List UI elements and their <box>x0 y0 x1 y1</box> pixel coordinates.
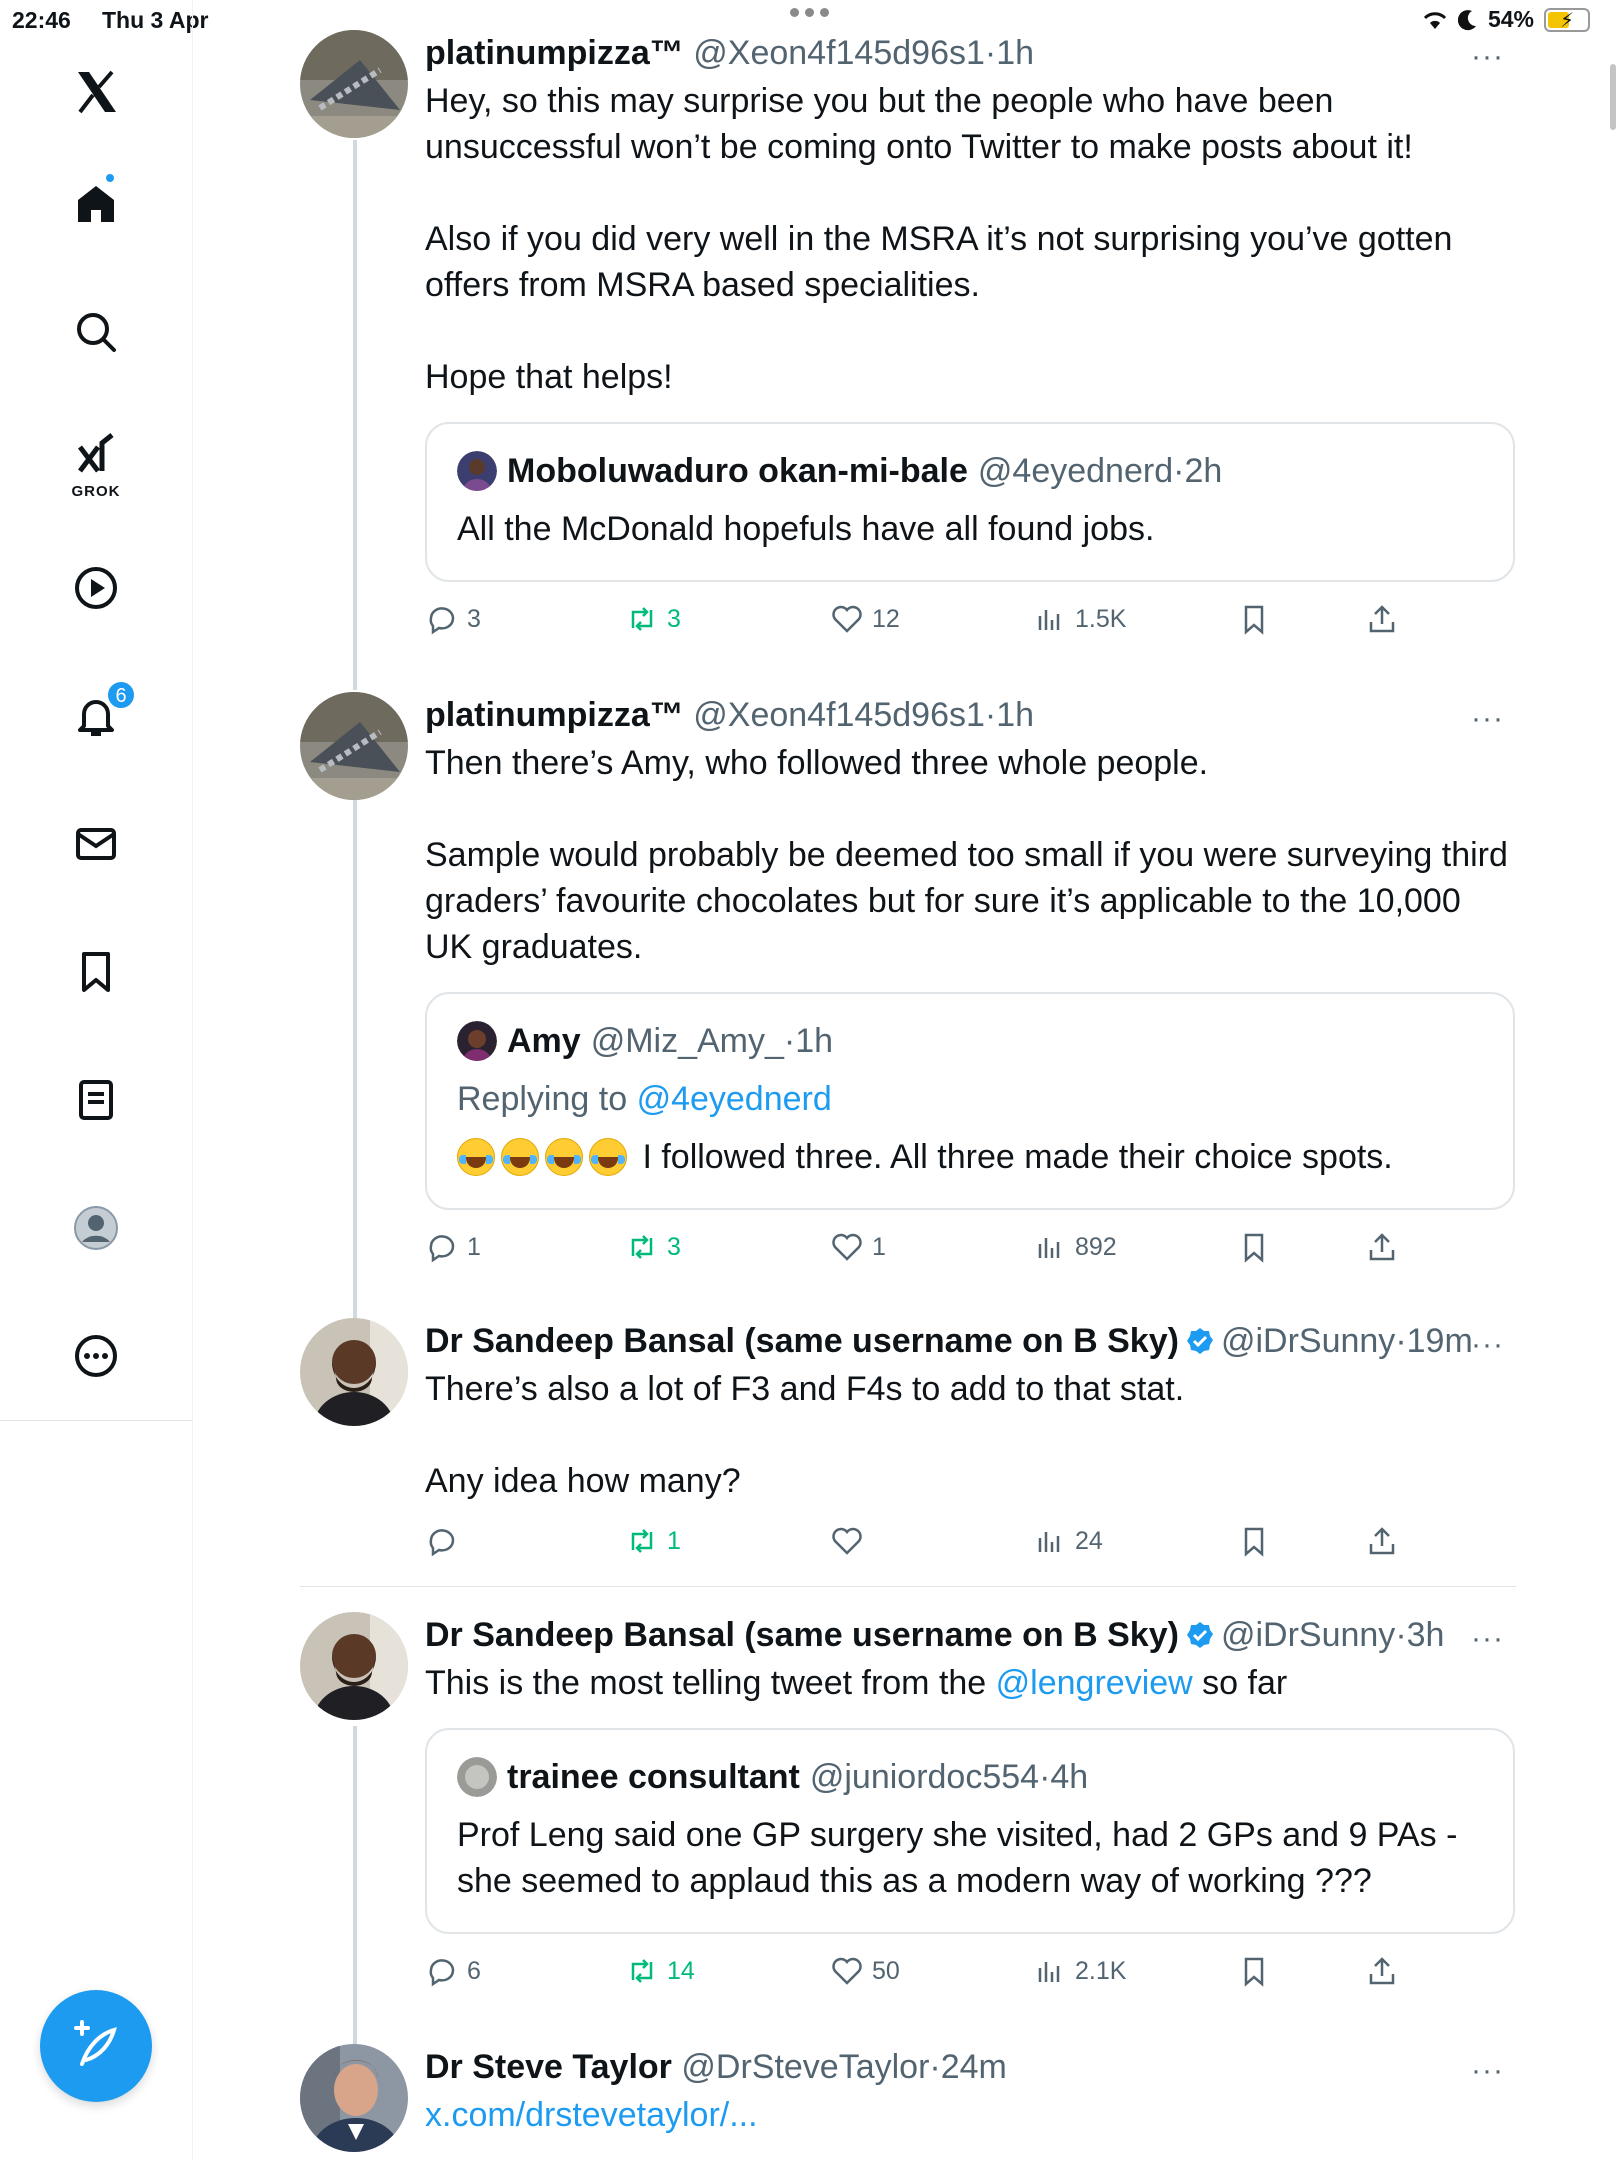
avatar[interactable] <box>300 692 408 800</box>
quoted-author-name: Amy <box>507 1022 581 1060</box>
mention-link[interactable]: @lengreview <box>995 1664 1193 1702</box>
share-button[interactable] <box>1365 1524 1399 1558</box>
repost-count: 14 <box>667 1956 695 1985</box>
post-text-part: so far <box>1202 1664 1288 1702</box>
lists-icon[interactable] <box>60 1064 132 1136</box>
post-time[interactable]: 24m <box>940 2048 1007 2086</box>
thread-line <box>353 800 357 1320</box>
quoted-author-name: Moboluwaduro okan-mi-bale <box>507 452 968 490</box>
multitasking-dots-icon[interactable] <box>790 8 829 17</box>
share-icon <box>1365 1230 1399 1264</box>
post-time[interactable]: 3h <box>1406 1616 1445 1654</box>
post-header <box>425 692 1515 738</box>
like-count: 50 <box>872 1956 900 1985</box>
separator: · <box>984 696 997 734</box>
post-actions <box>425 602 1515 652</box>
separator: · <box>1173 452 1185 490</box>
quoted-text: All the McDonald hopefuls have all found jobs. <box>457 510 1155 548</box>
quoted-text <box>457 1134 1483 1180</box>
author-handle[interactable]: @iDrSunny <box>1220 1616 1396 1654</box>
post-text-part: This is the most telling tweet from the <box>425 1664 987 1702</box>
replying-mention-link[interactable]: @4eyednerd <box>636 1080 832 1118</box>
share-icon <box>1365 1954 1399 1988</box>
post-divider <box>300 1586 1516 1587</box>
post-text <box>425 2092 1515 2138</box>
post-time[interactable]: 1h <box>996 34 1035 72</box>
post-header <box>425 1318 1515 1364</box>
reply-icon <box>425 602 459 636</box>
battery-icon: ⚡ <box>1544 8 1590 32</box>
repost-button[interactable] <box>625 1230 681 1264</box>
post-text <box>425 1366 1515 1504</box>
video-play-icon[interactable] <box>60 552 132 624</box>
post-time[interactable]: 1h <box>996 696 1035 734</box>
reply-button[interactable] <box>425 1954 481 1988</box>
x-logo-icon[interactable] <box>60 56 132 128</box>
heart-icon <box>830 602 864 636</box>
heart-icon <box>830 1230 864 1264</box>
post-paragraph: Any idea how many? <box>425 1462 741 1500</box>
post-paragraph: Then there’s Amy, who followed three whole people. <box>425 744 1209 782</box>
laughing-emoji-icon <box>457 1138 495 1176</box>
post-paragraph: There’s also a lot of F3 and F4s to add to that stat. <box>425 1370 1185 1408</box>
separator: · <box>984 34 997 72</box>
compose-feather-icon <box>68 2018 124 2074</box>
views-chart-icon <box>1033 1954 1067 1988</box>
repost-count: 1 <box>667 1526 681 1555</box>
post-paragraph: Also if you did very well in the MSRA it’s not surprising you’ve gotten offers from MSRA based specialities. <box>425 220 1453 304</box>
quoted-time: 4h <box>1050 1758 1089 1796</box>
view-count: 2.1K <box>1075 1956 1127 1985</box>
share-button[interactable] <box>1365 1954 1399 1988</box>
messages-mail-icon[interactable] <box>60 808 132 880</box>
notifications-bell-icon[interactable] <box>60 680 132 752</box>
author-name[interactable]: platinumpizza™ <box>425 34 684 72</box>
moon-icon <box>1458 9 1478 31</box>
battery-percent: 54% <box>1487 6 1534 32</box>
avatar[interactable] <box>300 1612 408 1720</box>
sidebar-divider <box>0 1420 193 1421</box>
repost-icon <box>625 1230 659 1264</box>
scrollbar[interactable] <box>1610 64 1616 130</box>
bookmarks-icon[interactable] <box>60 936 132 1008</box>
more-options-icon[interactable]: ··· <box>1471 2054 1504 2087</box>
avatar[interactable] <box>300 2044 408 2152</box>
reply-button[interactable] <box>425 602 481 636</box>
more-options-icon[interactable]: ··· <box>1471 1622 1504 1655</box>
author-name[interactable]: Dr Steve Taylor <box>425 2048 672 2086</box>
like-button[interactable] <box>830 1954 900 1988</box>
verified-badge-icon <box>1185 1326 1215 1356</box>
verified-badge-icon <box>1185 1620 1215 1650</box>
grok-icon[interactable] <box>60 424 132 504</box>
bookmark-icon <box>1237 1954 1271 1988</box>
views-button[interactable] <box>1033 602 1126 636</box>
post-actions <box>425 1954 1515 2004</box>
author-name[interactable]: Dr Sandeep Bansal (same username on B Sky) <box>425 1322 1179 1360</box>
separator: · <box>929 2048 941 2086</box>
more-options-icon[interactable]: ··· <box>1471 1328 1504 1361</box>
home-icon[interactable] <box>60 168 132 240</box>
reply-button[interactable] <box>425 1524 467 1558</box>
bookmark-button[interactable] <box>1237 1524 1271 1558</box>
grok-label: GROK <box>71 483 121 500</box>
like-button[interactable] <box>830 602 900 636</box>
author-handle[interactable]: @DrSteveTaylor <box>681 2048 930 2086</box>
separator: · <box>1395 1322 1407 1360</box>
quoted-text: Prof Leng said one GP surgery she visited, had 2 GPs and 9 PAs - she seemed to applaud this as a modern way of working ??? <box>457 1816 1458 1900</box>
bookmark-button[interactable] <box>1237 1230 1271 1264</box>
post-paragraph: Sample would probably be deemed too small if you were surveying third graders’ favourite chocolates but for sure it’s applicable to the 10,000 UK graduates. <box>425 836 1508 966</box>
views-chart-icon <box>1033 602 1067 636</box>
reply-button[interactable] <box>425 1230 481 1264</box>
quoted-post[interactable] <box>425 992 1515 1210</box>
bookmark-icon <box>1237 1230 1271 1264</box>
like-count: 1 <box>872 1232 886 1261</box>
post-text <box>425 1660 1515 1706</box>
post-paragraph: Hey, so this may surprise you but the people who have been unsuccessful won’t be coming onto Twitter to make posts about it! <box>425 82 1413 166</box>
reply-icon <box>425 1524 459 1558</box>
post-paragraph: Hope that helps! <box>425 358 673 396</box>
share-button[interactable] <box>1365 602 1399 636</box>
post-text <box>425 740 1515 970</box>
reply-count: 6 <box>467 1956 481 1985</box>
quoted-time: 1h <box>795 1022 834 1060</box>
post-actions <box>425 1230 1515 1280</box>
laughing-emoji-icon <box>589 1138 627 1176</box>
view-count: 24 <box>1075 1526 1103 1555</box>
quoted-avatar <box>457 1021 497 1061</box>
repost-button[interactable] <box>625 602 681 636</box>
repost-count: 3 <box>667 1232 681 1261</box>
profile-avatar-icon[interactable] <box>60 1192 132 1264</box>
post-header <box>425 30 1515 76</box>
more-options-icon[interactable]: ··· <box>1471 702 1504 735</box>
quoted-avatar <box>457 1757 497 1797</box>
wifi-icon <box>1422 9 1448 31</box>
quoted-avatar <box>457 451 497 491</box>
quoted-author-handle: @4eyednerd <box>977 452 1174 490</box>
post-link[interactable]: x.com/drstevetaylor/... <box>425 2096 758 2134</box>
separator: · <box>1039 1758 1051 1796</box>
home-unread-dot <box>104 172 116 184</box>
repost-count: 3 <box>667 604 681 633</box>
quoted-author-handle: @Miz_Amy_ <box>590 1022 784 1060</box>
views-button[interactable] <box>1033 1954 1126 1988</box>
post-actions <box>425 1524 1515 1574</box>
thread-line <box>353 1726 357 2056</box>
status-date: Thu 3 Apr <box>102 7 209 33</box>
separator: · <box>1395 1616 1407 1654</box>
view-count: 892 <box>1075 1232 1117 1261</box>
quoted-author-handle: @juniordoc554 <box>809 1758 1040 1796</box>
more-options-icon[interactable]: ··· <box>1471 40 1504 73</box>
notifications-badge: 6 <box>106 680 136 710</box>
bookmark-button[interactable] <box>1237 602 1271 636</box>
author-handle[interactable]: @iDrSunny <box>1220 1322 1396 1360</box>
repost-icon <box>625 602 659 636</box>
compose-post-button[interactable] <box>40 1990 152 2102</box>
laughing-emoji-icon <box>501 1138 539 1176</box>
repost-icon <box>625 1954 659 1988</box>
views-chart-icon <box>1033 1524 1067 1558</box>
like-button[interactable] <box>830 1524 872 1558</box>
avatar[interactable] <box>300 1318 408 1426</box>
reply-icon <box>425 1230 459 1264</box>
author-handle[interactable]: @Xeon4f145d96s1 <box>693 34 985 72</box>
heart-icon <box>830 1954 864 1988</box>
avatar[interactable] <box>300 30 408 138</box>
quoted-time: 2h <box>1184 452 1223 490</box>
repost-button[interactable] <box>625 1954 695 1988</box>
more-options-icon[interactable] <box>60 1320 132 1392</box>
view-count: 1.5K <box>1075 604 1127 633</box>
post-header <box>425 1612 1515 1658</box>
bookmark-button[interactable] <box>1237 1954 1271 1988</box>
share-icon <box>1365 602 1399 636</box>
repost-button[interactable] <box>625 1524 681 1558</box>
repost-icon <box>625 1524 659 1558</box>
post-text <box>425 78 1515 400</box>
replying-to <box>457 1076 1483 1122</box>
quoted-post[interactable] <box>425 1728 1515 1934</box>
views-chart-icon <box>1033 1230 1067 1264</box>
author-handle[interactable]: @Xeon4f145d96s1 <box>693 696 985 734</box>
separator: · <box>783 1022 796 1060</box>
author-name[interactable]: Dr Sandeep Bansal (same username on B Sky) <box>425 1616 1179 1654</box>
like-count: 12 <box>872 604 900 633</box>
replying-label: Replying to <box>457 1080 628 1118</box>
search-icon[interactable] <box>60 296 132 368</box>
laughing-emoji-icon <box>545 1138 583 1176</box>
views-button[interactable] <box>1033 1230 1117 1264</box>
status-time: 22:46 <box>12 7 71 33</box>
like-button[interactable] <box>830 1230 886 1264</box>
views-button[interactable] <box>1033 1524 1103 1558</box>
quoted-text-content: I followed three. All three made their choice spots. <box>642 1138 1393 1176</box>
author-name[interactable]: platinumpizza™ <box>425 696 684 734</box>
sidebar <box>0 0 193 2160</box>
quoted-author-name: trainee consultant <box>507 1758 800 1796</box>
post-time[interactable]: 19m <box>1406 1322 1473 1360</box>
bookmark-icon <box>1237 602 1271 636</box>
reply-count: 1 <box>467 1232 481 1261</box>
reply-count: 3 <box>467 604 481 633</box>
bookmark-icon <box>1237 1524 1271 1558</box>
quoted-post[interactable] <box>425 422 1515 582</box>
reply-icon <box>425 1954 459 1988</box>
share-icon <box>1365 1524 1399 1558</box>
thread-line <box>353 140 357 690</box>
post-header <box>425 2044 1515 2090</box>
share-button[interactable] <box>1365 1230 1399 1264</box>
heart-icon <box>830 1524 864 1558</box>
